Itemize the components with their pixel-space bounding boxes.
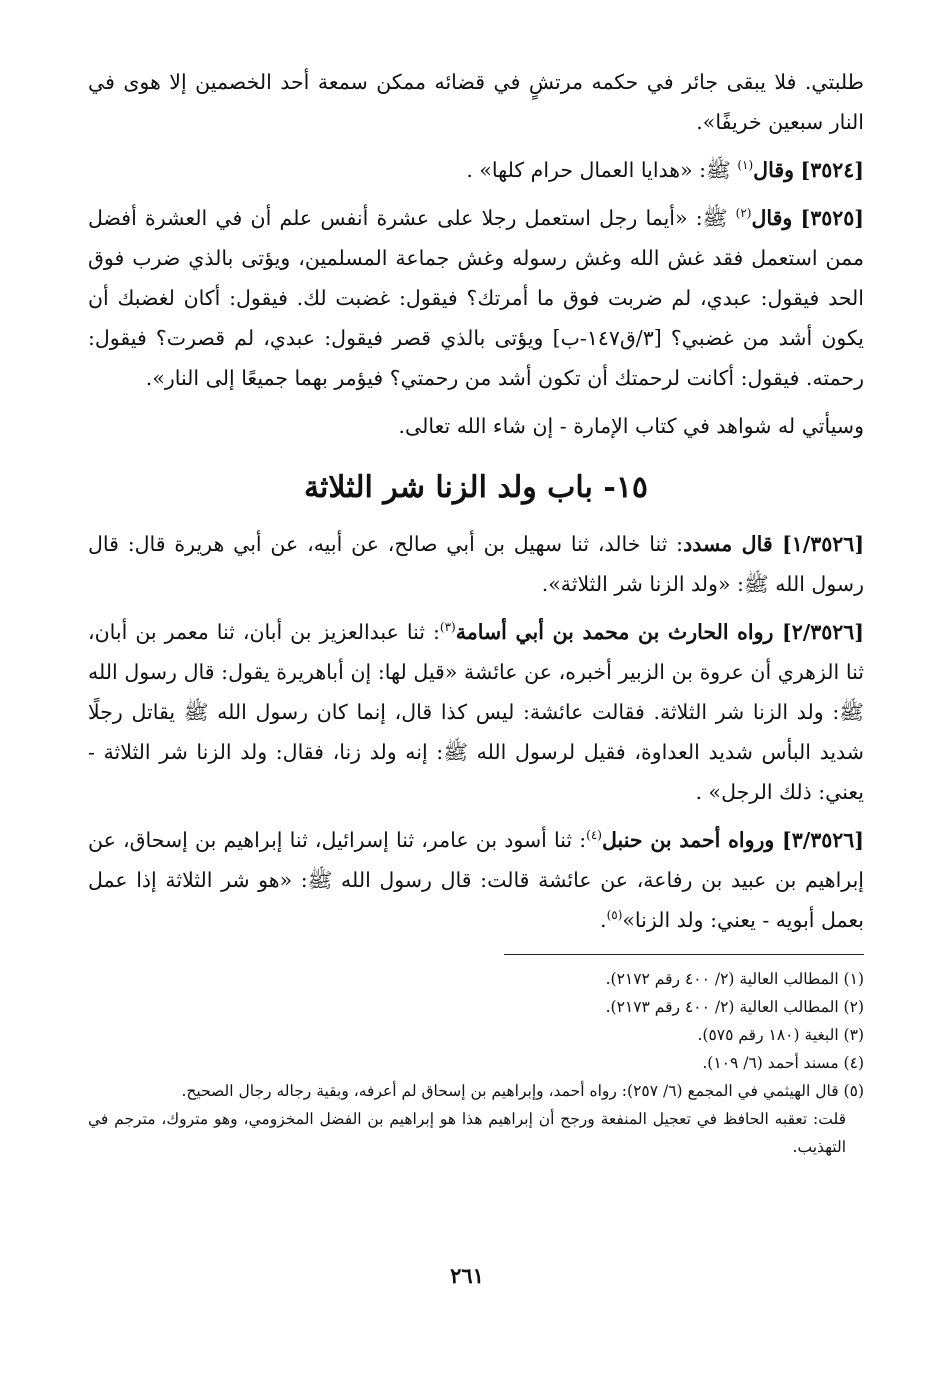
footnote-4: (٤) مسند أحمد (٦/ ١٠٩).: [702, 1054, 864, 1072]
footnote-5: (٥) قال الهيثمي في المجمع (٦/ ٢٥٧): رواه أحمد، وإبراهيم بن إسحاق لم أعرفه، وبقية رجاله رجال الصحيح.: [181, 1082, 864, 1100]
hadith-number: [٢/٣٥٢٦]: [782, 620, 864, 644]
hadith-number: [٣/٣٥٢٦]: [782, 828, 864, 852]
footnote-ref: (٣): [439, 620, 456, 635]
footnote-ref: (١): [737, 158, 754, 173]
footnote-separator: [504, 954, 864, 965]
hadith-3524: [88, 150, 864, 190]
footnote-ref: (٢): [735, 206, 752, 221]
footnotes-section: [88, 965, 864, 1161]
hadith-3526-3: [88, 820, 864, 940]
hadith-text: : ثنا أسود بن عامر، ثنا إسرائيل، ثنا إبراهيم بن إسحاق، عن إبراهيم بن عبيد بن رفاعة، عن عائشة قالت: قال رسول الله ﷺ: «هو شر الثلاثة إذا عمل بعمل أبويه - يعني: ولد الزنا»: [88, 828, 864, 932]
hadith-lead: وقال: [751, 206, 793, 230]
note-text: وسيأتي له شواهد في كتاب الإمارة - إن شاء الله تعالى.: [398, 414, 864, 438]
footnote-5-continuation: قلت: تعقبه الحافظ في تعجيل المنفعة ورجح أن إبراهيم هذا هو إبراهيم بن الفضل المخزومي، وهو متروك، مترجم في التهذيب.: [88, 1110, 846, 1156]
footnote-2: (٢) المطالب العالية (٢/ ٤٠٠ رقم ٢١٧٣).: [605, 998, 864, 1016]
hadith-text: ﷺ: «أيما رجل استعمل رجلا على عشرة أنفس علم أن في العشرة أفضل ممن استعمل فقد غش الله وغش رسوله وغش جماعة المسلمين، ويؤتى بالذي ضرب فوق الحد فيقول: عبدي، لم ضربت فوق ما أمرتك؟ فيقول: غضبت لك. فيقول: أكان لغضبك أن يكون أشد من غضبي؟ [٣/ق١٤٧-ب] ويؤتى بالذي قصر فيقول: عبدي، لم قصرت؟ فيقول: رحمته. فيقول: أكانت لرحمتك أن تكون أشد من رحمتي؟ فيؤمر بهما جميعًا إلى النار».: [88, 206, 865, 390]
hadith-lead: وقال: [753, 158, 795, 182]
footnote-1: (١) المطالب العالية (٢/ ٤٠٠ رقم ٢١٧٢).: [605, 970, 864, 988]
hadith-3526-2: [88, 612, 864, 812]
footnote-3: (٣) البغية (١٨٠ رقم ٥٧٥).: [697, 1026, 864, 1044]
page-body: [88, 62, 864, 1161]
hadith-number: [١/٣٥٢٦]: [782, 532, 865, 556]
chapter-heading: ١٥- باب ولد الزنا شر الثلاثة: [303, 470, 649, 505]
hadith-text: : ثنا خالد، ثنا سهيل بن أبي صالح، عن أبيه، عن أبي هريرة قال: قال رسول الله ﷺ: «ولد الزنا شر الثلاثة».: [88, 532, 864, 596]
hadith-lead: ورواه أحمد بن حنبل: [601, 828, 783, 852]
hadith-number: [٣٥٢٤]: [800, 158, 864, 182]
hadith-number: [٣٥٢٥]: [800, 206, 864, 230]
footnote-ref: (٥): [606, 908, 623, 923]
hadith-text: : ثنا عبدالعزيز بن أبان، ثنا معمر بن أبان، ثنا الزهري أن عروة بن الزبير أخبره، عن عائشة «قيل لها: إن أباهريرة يقول: قال رسول الله ﷺ: ولد الزنا شر الثلاثة. فقالت عائشة: ليس كذا قال، إنما كان رسول الله ﷺ يقاتل رجلًا شديد البأس شديد العداوة، فقيل لرسول الله ﷺ: إنه ولد زنا، فقال: ولد الزنا شر الثلاثة - يعني: ذلك الرجل» .: [88, 620, 864, 804]
paragraph-text: طلبتي. فلا يبقى جائر في حكمه مرتشٍ في قضائه ممكن سمعة أحد الخصمين إلا هوى في النار سبعين خريفًا».: [88, 70, 864, 134]
hadith-3525: [88, 198, 864, 398]
paragraph-continuation: [88, 62, 864, 142]
hadith-lead: رواه الحارث بن محمد بن أبي أسامة: [455, 620, 783, 644]
note-paragraph: [88, 406, 864, 446]
hadith-tail: .: [600, 908, 607, 932]
hadith-lead: قال مسدد: [683, 532, 783, 556]
page-number: ٢٦١: [450, 1263, 484, 1288]
hadith-3526-1: [88, 524, 864, 604]
footnote-ref: (٤): [586, 828, 602, 843]
hadith-text: ﷺ: «هدايا العمال حرام كلها» .: [466, 158, 738, 182]
